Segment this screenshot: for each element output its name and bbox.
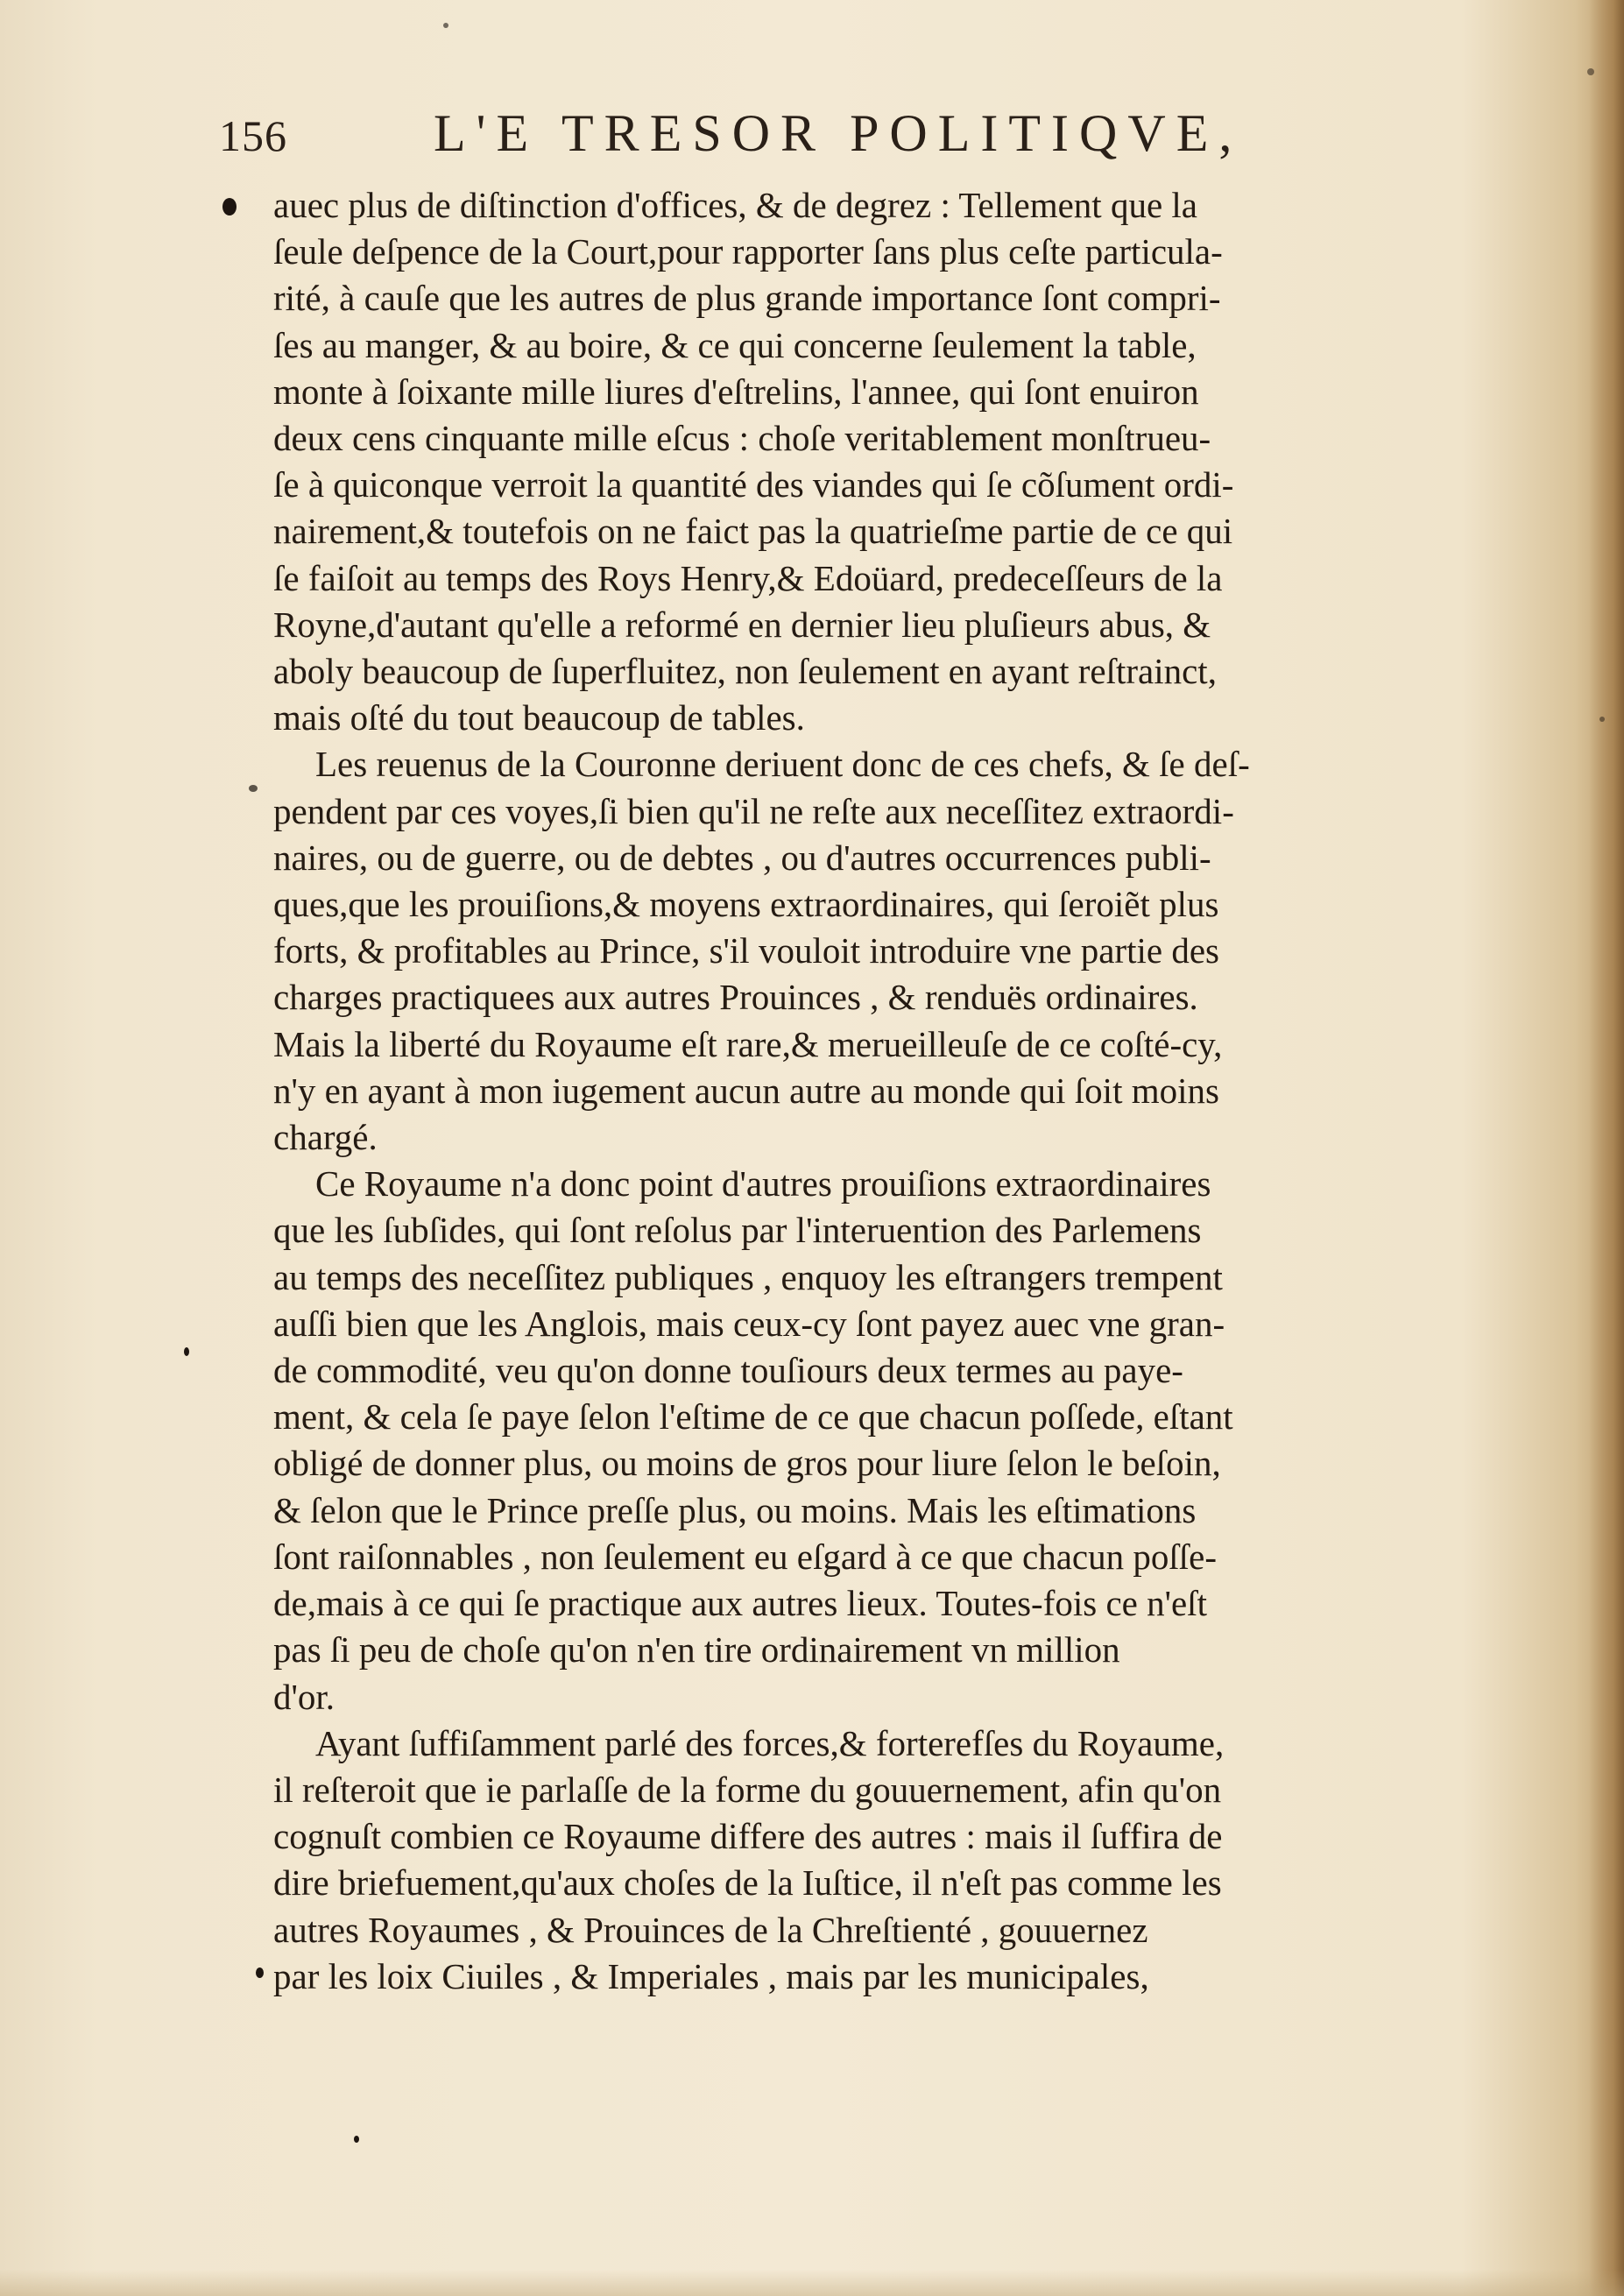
paragraph-2: [273, 741, 1447, 1161]
ink-blot: [354, 2136, 359, 2143]
page-bottom-shadow: [0, 2270, 1624, 2296]
ink-blot: [1599, 717, 1605, 722]
text-line: naires, ou de guerre, ou de debtes , ou d'autres occurrences publi-: [273, 837, 1211, 878]
page-number: 156: [219, 111, 287, 160]
page-edge-shadow: [1589, 0, 1624, 2296]
ink-blot: [249, 785, 258, 792]
text-line: aboly beaucoup de ſuperfluitez, non ſeulement en ayant reſtrainct,: [273, 651, 1217, 692]
text-line: charges practiquees aux autres Prouinces , & renduës ordinaires.: [273, 977, 1198, 1018]
text-line: que les ſubſides, qui ſont reſolus par l'interuention des Parlemens: [273, 1210, 1202, 1251]
ink-blot: [184, 1347, 189, 1356]
text-line: ſe à quiconque verroit la quantité des viandes qui ſe cõſument ordi-: [273, 464, 1234, 505]
paragraph-1: [273, 182, 1447, 741]
text-line: cognuſt combien ce Royaume differe des autres : mais il ſuffira de: [273, 1816, 1223, 1857]
text-line: ment, & cela ſe paye ſelon l'eſtime de ce que chacun poſſede, eſtant: [273, 1396, 1233, 1438]
text-line: rité, à cauſe que les autres de plus grande importance ſont compri-: [273, 278, 1221, 319]
text-line: auec plus de diſtinction d'offices, & de degrez : Tellement que la: [273, 185, 1197, 225]
text-line: monte à ſoixante mille liures d'eſtrelins, l'annee, qui ſont enuiron: [273, 371, 1199, 412]
text-line: Royne,d'autant qu'elle a reformé en dernier lieu pluſieurs abus, &: [273, 604, 1211, 645]
text-line: chargé.: [273, 1117, 378, 1158]
ink-blot: [443, 23, 448, 28]
text-line: Ayant ſuffiſamment parlé des forces,& forterefſes du Royaume,: [315, 1722, 1225, 1763]
text-line: Ce Royaume n'a donc point d'autres prouiſions extraordinaires: [315, 1163, 1211, 1205]
body-text: [273, 182, 1447, 2000]
text-line: auſſi bien que les Anglois, mais ceux-cy ſont payez auec vne gran-: [273, 1303, 1225, 1344]
text-line: ques,que les prouiſions,& moyens extraordinaires, qui ſeroiẽt plus: [273, 884, 1219, 925]
text-line: d'or.: [273, 1676, 335, 1717]
text-line: Mais la liberté du Royaume eſt rare,& merueilleuſe de ce coſté-cy,: [273, 1023, 1223, 1064]
text-line: nairement,& toutefois on ne faict pas la quatrieſme partie de ce qui: [273, 511, 1233, 552]
text-line: forts, & profitables au Prince, s'il vouloit introduire vne partie des: [273, 930, 1219, 971]
text-line: de commodité, veu qu'on donne touſiours deux termes au paye-: [273, 1350, 1183, 1391]
text-line: de,mais à ce qui ſe practique aux autres lieux. Toutes-fois ce n'eſt: [273, 1583, 1207, 1624]
text-line: Les reuenus de la Couronne deriuent donc de ces chefs, & ſe deſ-: [315, 744, 1250, 785]
page-header: [219, 103, 1270, 173]
ink-blot: [222, 198, 237, 215]
text-line: ſe faiſoit au temps des Roys Henry,& Edoüard, predeceſſeurs de la: [273, 557, 1223, 598]
ink-blot: [1587, 68, 1594, 75]
ink-blot: [256, 1967, 264, 1978]
text-line: autres Royaumes , & Prouinces de la Chreſtienté , gouuernez: [273, 1909, 1148, 1950]
text-line: par les loix Ciuiles , & Imperiales , mais par les municipales,: [273, 1955, 1149, 1996]
text-line: dire briefuement,qu'aux choſes de la Iuſtice, il n'eſt pas comme les: [273, 1862, 1222, 1904]
text-line: au temps des neceſſitez publiques , enquoy les eſtrangers trempent: [273, 1256, 1223, 1297]
text-line: deux cens cinquante mille eſcus : choſe veritablement monſtrueu-: [273, 418, 1211, 459]
text-line: pas ſi peu de choſe qu'on n'en tire ordinairement vn million: [273, 1629, 1120, 1671]
text-line: ſont raiſonnables , non ſeulement eu eſgard à ce que chacun poſſe-: [273, 1536, 1217, 1577]
running-title: L'E TRESOR POLITIQVE,: [434, 104, 1243, 162]
text-line: & ſelon que le Prince preſſe plus, ou moins. Mais les eſtimations: [273, 1489, 1197, 1530]
text-line: ſeule deſpence de la Court,pour rapporter ſans plus ceſte particula-: [273, 231, 1223, 272]
paragraph-3: [273, 1161, 1447, 1720]
text-line: n'y en ayant à mon iugement aucun autre au monde qui ſoit moins: [273, 1070, 1219, 1111]
text-line: ſes au manger, & au boire, & ce qui concerne ſeulement la table,: [273, 324, 1197, 365]
text-line: mais oſté du tout beaucoup de tables.: [273, 697, 805, 738]
paragraph-4: [273, 1720, 1447, 2000]
text-line: obligé de donner plus, ou moins de gros pour liure ſelon le beſoin,: [273, 1443, 1221, 1484]
text-line: il reſteroit que ie parlaſſe de la forme du gouuernement, afin qu'on: [273, 1769, 1222, 1810]
text-line: pendent par ces voyes,ſi bien qu'il ne reſte aux neceſſitez extraordi-: [273, 790, 1234, 831]
